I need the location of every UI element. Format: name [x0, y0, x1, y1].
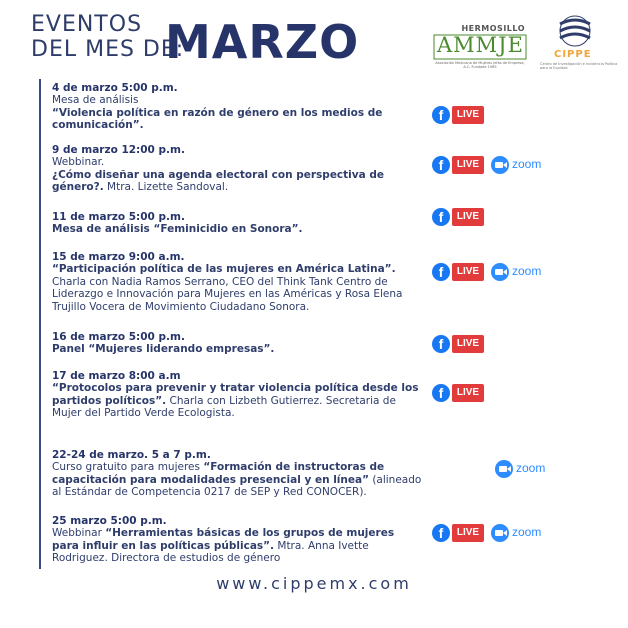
- zoom-label: zoom: [512, 264, 542, 278]
- event-date: 15 de marzo 9:00 a.m.: [52, 251, 185, 263]
- event-item: [52, 211, 422, 236]
- title-line2: DEL MES DE:: [31, 37, 185, 62]
- event-type: Curso gratuito para mujeres: [52, 461, 204, 474]
- live-badge: LIVE: [452, 106, 484, 124]
- event-title: Panel “Mujeres liderando empresas”.: [52, 343, 275, 356]
- event-date: 11 de marzo 5:00 p.m.: [52, 211, 185, 223]
- facebook-icon: f: [432, 106, 450, 124]
- live-badge: LIVE: [452, 263, 484, 281]
- event-title: “Participación política de las mujeres en América Latina”.: [52, 263, 396, 276]
- facebook-icon: f: [432, 335, 450, 353]
- zoom-label: zoom: [512, 525, 542, 539]
- live-badge: LIVE: [452, 208, 484, 226]
- zoom-label: zoom: [516, 461, 546, 475]
- event-date: 9 de marzo 12:00 p.m.: [52, 144, 185, 156]
- website-link[interactable]: www.cippemx.com: [216, 574, 412, 593]
- event-type: Mesa de análisis: [52, 94, 139, 107]
- ammje-logo: [433, 24, 527, 72]
- facebook-icon: f: [432, 263, 450, 281]
- title-line1: EVENTOS: [31, 12, 143, 37]
- event-date: 22-24 de marzo. 5 a 7 p.m.: [52, 449, 211, 461]
- title-eventos: [31, 12, 184, 62]
- zoom-badge: [491, 263, 551, 281]
- cippe-logo: [540, 14, 620, 74]
- zoom-label: zoom: [512, 157, 542, 171]
- event-speaker: Charla con Lizbeth Gutierrez. Secretaria de Mujer del Partido Verde Ecologista.: [52, 394, 396, 420]
- event-date: 16 de marzo 5:00 p.m.: [52, 331, 185, 343]
- event-speaker: Mtra. Lizette Sandoval.: [103, 181, 229, 194]
- event-note: (alineado al Estándar de Competencia 0217 de SEP y Red CONOCER).: [52, 473, 422, 499]
- event-title: ¿Cómo diseñar una agenda electoral con perspectiva de género?.: [52, 168, 385, 194]
- event-date: 17 de marzo 8:00 a.m: [52, 370, 181, 382]
- zoom-icon: [491, 263, 509, 281]
- facebook-icon: f: [432, 208, 450, 226]
- header: [0, 0, 628, 76]
- ammje-subtitle: Asociación Mexicana de Mujeres Jefas de Empresa, A.C. Fundada 1965: [435, 61, 525, 69]
- live-badge: LIVE: [452, 335, 484, 353]
- zoom-badge: [491, 156, 551, 174]
- facebook-icon: f: [432, 384, 450, 402]
- live-badge: LIVE: [452, 524, 484, 542]
- ammje-name: AMMJE: [437, 33, 524, 57]
- cippe-subtitle: Centro de Investigación e Incidencia Política para la Equidad: [540, 62, 618, 70]
- event-title: Mesa de análisis “Feminicidio en Sonora”.: [52, 223, 303, 236]
- event-type: Webbinar.: [52, 156, 105, 169]
- zoom-icon: [491, 156, 509, 174]
- event-title: “Formación de instructoras de capacitación para modalidades presencial y en línea”: [52, 461, 385, 486]
- event-date: 25 marzo 5:00 p.m.: [52, 515, 167, 527]
- cippe-emblem-icon: [554, 14, 596, 48]
- facebook-icon: f: [432, 524, 450, 542]
- event-item: [52, 331, 422, 356]
- live-badge: LIVE: [452, 384, 484, 402]
- event-speaker: Charla con Nadia Ramos Serrano, CEO del Think Tank Centro de Liderazgo e Innovación para Mujeres en las Américas y Rosa Elena Trujillo Vocera de Movimiento Ciudadano Sonora.: [52, 275, 403, 313]
- event-speaker: Mtra. Anna Ivette Rodriguez. Directora de estudios de género: [52, 539, 369, 565]
- event-type: Webbinar: [52, 527, 106, 540]
- event-date: 4 de marzo 5:00 p.m.: [52, 82, 178, 94]
- event-item: [52, 144, 422, 194]
- timeline-bar: [39, 79, 41, 569]
- zoom-badge: [495, 460, 555, 478]
- event-title: “Herramientas básicas de los grupos de mujeres para influir en las políticas públicas”.: [52, 527, 395, 552]
- zoom-icon: [495, 460, 513, 478]
- event-item: [52, 515, 422, 565]
- cippe-name: CIPPE: [554, 49, 592, 60]
- event-item: [52, 449, 427, 499]
- ammje-top-text: HERMOSILLO: [461, 24, 525, 33]
- event-item: [52, 370, 422, 420]
- zoom-icon: [491, 524, 509, 542]
- event-title: “Protocolos para prevenir y tratar violencia política desde los partidos políticos”.: [52, 382, 419, 407]
- event-item: [52, 251, 422, 313]
- live-badge: LIVE: [452, 156, 484, 174]
- facebook-icon: f: [432, 156, 450, 174]
- event-item: [52, 82, 422, 132]
- event-title: “Violencia política en razón de género en los medios de comunicación”.: [52, 106, 383, 132]
- zoom-badge: [491, 524, 551, 542]
- month-title: MARZO: [165, 15, 360, 69]
